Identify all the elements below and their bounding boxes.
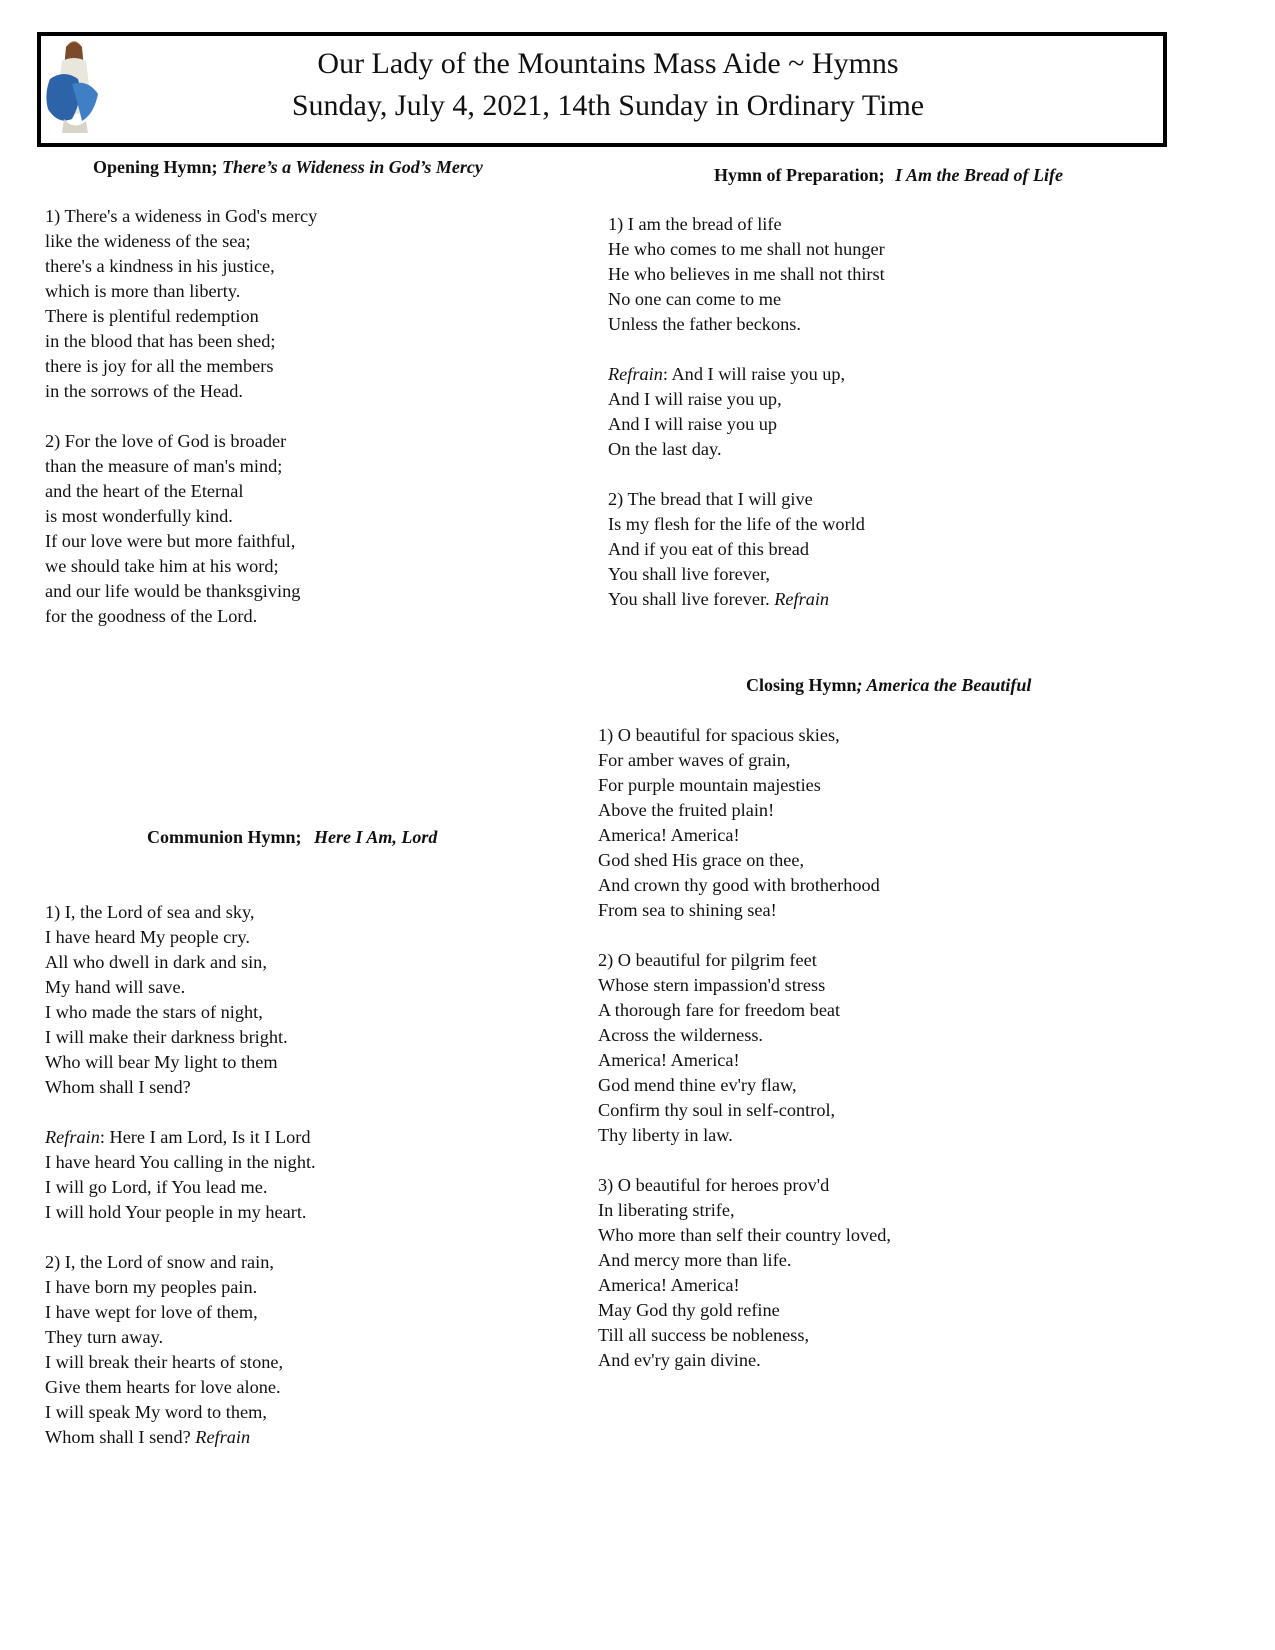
lyric-line: 2) O beautiful for pilgrim feet xyxy=(598,950,817,970)
lyric-line: And I will raise you up, xyxy=(608,389,782,409)
lyric-line: In liberating strife, xyxy=(598,1200,735,1220)
lyric-line: I have wept for love of them, xyxy=(45,1302,258,1322)
lyric-line: 2) The bread that I will give xyxy=(608,489,813,509)
lyric-line: From sea to shining sea! xyxy=(598,900,777,920)
lyric-line: in the blood that has been shed; xyxy=(45,331,276,351)
lyric-line: I have heard My people cry. xyxy=(45,927,250,947)
communion-hymn-label: Communion Hymn; xyxy=(147,827,302,847)
lyric-line: All who dwell in dark and sin, xyxy=(45,952,267,972)
stanza-gap xyxy=(598,1148,891,1173)
opening-hymn-title xyxy=(93,156,483,178)
lyric-line: 1) I, the Lord of sea and sky, xyxy=(45,902,255,922)
lyric-line: America! America! xyxy=(598,825,740,845)
lyric-line: He who believes in me shall not thirst xyxy=(608,264,885,284)
lyric-line: than the measure of man's mind; xyxy=(45,456,283,476)
lyric-line: God shed His grace on thee, xyxy=(598,850,805,870)
lyric-line: Whom shall I send? xyxy=(45,1077,191,1097)
lyric-line: I will go Lord, if You lead me. xyxy=(45,1177,268,1197)
refrain-marker: Refrain xyxy=(195,1427,251,1447)
communion-hymn-lyrics xyxy=(45,900,316,1450)
opening-hymn-name: There’s a Wideness in God’s Mercy xyxy=(222,157,483,177)
lyric-line: Across the wilderness. xyxy=(598,1025,764,1045)
lyric-line: I will hold Your people in my heart. xyxy=(45,1202,307,1222)
lyric-line: You shall live forever, xyxy=(608,564,770,584)
refrain-marker: Refrain xyxy=(774,589,830,609)
closing-hymn-title xyxy=(746,674,1031,696)
lyric-line: Give them hearts for love alone. xyxy=(45,1377,281,1397)
lyric-line: 2) For the love of God is broader xyxy=(45,431,287,451)
refrain-text: : And I will raise you up, xyxy=(662,364,846,384)
lyric-line: They turn away. xyxy=(45,1327,164,1347)
lyric-line: I have born my peoples pain. xyxy=(45,1277,258,1297)
lyric-line: For purple mountain majesties xyxy=(598,775,821,795)
refrain-marker: Refrain xyxy=(45,1127,100,1147)
lyric-line: we should take him at his word; xyxy=(45,556,279,576)
lyric-line: If our love were but more faithful, xyxy=(45,531,296,551)
opening-hymn-label: Opening Hymn; xyxy=(93,157,218,177)
lyric-line: A thorough fare for freedom beat xyxy=(598,1000,841,1020)
lyric-line: Who more than self their country loved, xyxy=(598,1225,891,1245)
lyric-line: Till all success be nobleness, xyxy=(598,1325,810,1345)
stanza-gap xyxy=(598,923,891,948)
preparation-hymn-label: Hymn of Preparation; xyxy=(714,165,885,185)
lyric-line: and the heart of the Eternal xyxy=(45,481,244,501)
lyric-line-with-refrain xyxy=(608,587,885,612)
lyric-line: I who made the stars of night, xyxy=(45,1002,263,1022)
lyric-line: He who comes to me shall not hunger xyxy=(608,239,885,259)
stanza-gap xyxy=(608,462,885,487)
lyric-line: For amber waves of grain, xyxy=(598,750,791,770)
lyric-line: America! America! xyxy=(598,1275,740,1295)
lyric-line: Above the fruited plain! xyxy=(598,800,775,820)
lyric-line: May God thy gold refine xyxy=(598,1300,780,1320)
stanza-gap xyxy=(45,1225,316,1250)
lyric-line: And mercy more than life. xyxy=(598,1250,792,1270)
lyric-text: Whom shall I send? xyxy=(45,1427,196,1447)
lyric-line: 1) There's a wideness in God's mercy xyxy=(45,206,318,226)
lyric-line: Who will bear My light to them xyxy=(45,1052,278,1072)
document-title: Our Lady of the Mountains Mass Aide ~ Hymns xyxy=(317,47,899,80)
lyric-line: like the wideness of the sea; xyxy=(45,231,251,251)
lyric-line: is most wonderfully kind. xyxy=(45,506,233,526)
communion-hymn-name: Here I Am, Lord xyxy=(314,827,438,847)
preparation-hymn-lyrics xyxy=(608,212,885,612)
lyric-line: which is more than liberty. xyxy=(45,281,241,301)
lyric-line: And crown thy good with brotherhood xyxy=(598,875,880,895)
refrain-marker: Refrain xyxy=(608,364,663,384)
lyric-line: there's a kindness in his justice, xyxy=(45,256,275,276)
lyric-line: Thy liberty in law. xyxy=(598,1125,733,1145)
lyric-line: My hand will save. xyxy=(45,977,186,997)
lyric-line: Confirm thy soul in self-control, xyxy=(598,1100,836,1120)
lyric-line: I will break their hearts of stone, xyxy=(45,1352,284,1372)
lyric-line: And I will raise you up xyxy=(608,414,778,434)
lyric-line-with-refrain xyxy=(45,1425,316,1450)
preparation-hymn-title xyxy=(714,164,1063,186)
closing-hymn-lyrics xyxy=(598,723,891,1373)
lyric-line: Unless the father beckons. xyxy=(608,314,801,334)
lyric-line: I will make their darkness bright. xyxy=(45,1027,288,1047)
opening-hymn-lyrics xyxy=(45,204,317,629)
lyric-line: And if you eat of this bread xyxy=(608,539,810,559)
communion-hymn-title xyxy=(147,826,437,848)
lyric-line: Is my flesh for the life of the world xyxy=(608,514,865,534)
lyric-line: There is plentiful redemption xyxy=(45,306,259,326)
lyric-line: I have heard You calling in the night. xyxy=(45,1152,316,1172)
lyric-line: in the sorrows of the Head. xyxy=(45,381,243,401)
stanza-gap xyxy=(45,404,317,429)
stanza-gap xyxy=(45,1100,316,1125)
stanza-gap xyxy=(608,337,885,362)
lyric-line: 3) O beautiful for heroes prov'd xyxy=(598,1175,830,1195)
lyric-line: America! America! xyxy=(598,1050,740,1070)
header-box xyxy=(37,32,1167,147)
closing-hymn-label: Closing Hymn xyxy=(746,675,857,695)
lyric-text: You shall live forever. xyxy=(608,589,775,609)
closing-hymn-name: ; America the Beautiful xyxy=(856,675,1032,695)
document-date: Sunday, July 4, 2021, 14th Sunday in Ordinary Time xyxy=(291,89,925,122)
lyric-line: And ev'ry gain divine. xyxy=(598,1350,761,1370)
lyric-line: God mend thine ev'ry flaw, xyxy=(598,1075,797,1095)
lyric-line: 2) I, the Lord of snow and rain, xyxy=(45,1252,274,1272)
lyric-line: and our life would be thanksgiving xyxy=(45,581,301,601)
lyric-line: Whose stern impassion'd stress xyxy=(598,975,826,995)
lyric-line: I will speak My word to them, xyxy=(45,1402,267,1422)
lyric-line: No one can come to me xyxy=(608,289,782,309)
lyric-line: there is joy for all the members xyxy=(45,356,274,376)
refrain-text: : Here I am Lord, Is it I Lord xyxy=(99,1127,311,1147)
lyric-line: 1) I am the bread of life xyxy=(608,214,782,234)
lyric-line: 1) O beautiful for spacious skies, xyxy=(598,725,840,745)
lyric-line: for the goodness of the Lord. xyxy=(45,606,258,626)
refrain-line xyxy=(45,1125,316,1150)
lyric-line: On the last day. xyxy=(608,439,722,459)
refrain-line xyxy=(608,362,885,387)
preparation-hymn-name: I Am the Bread of Life xyxy=(895,165,1063,185)
